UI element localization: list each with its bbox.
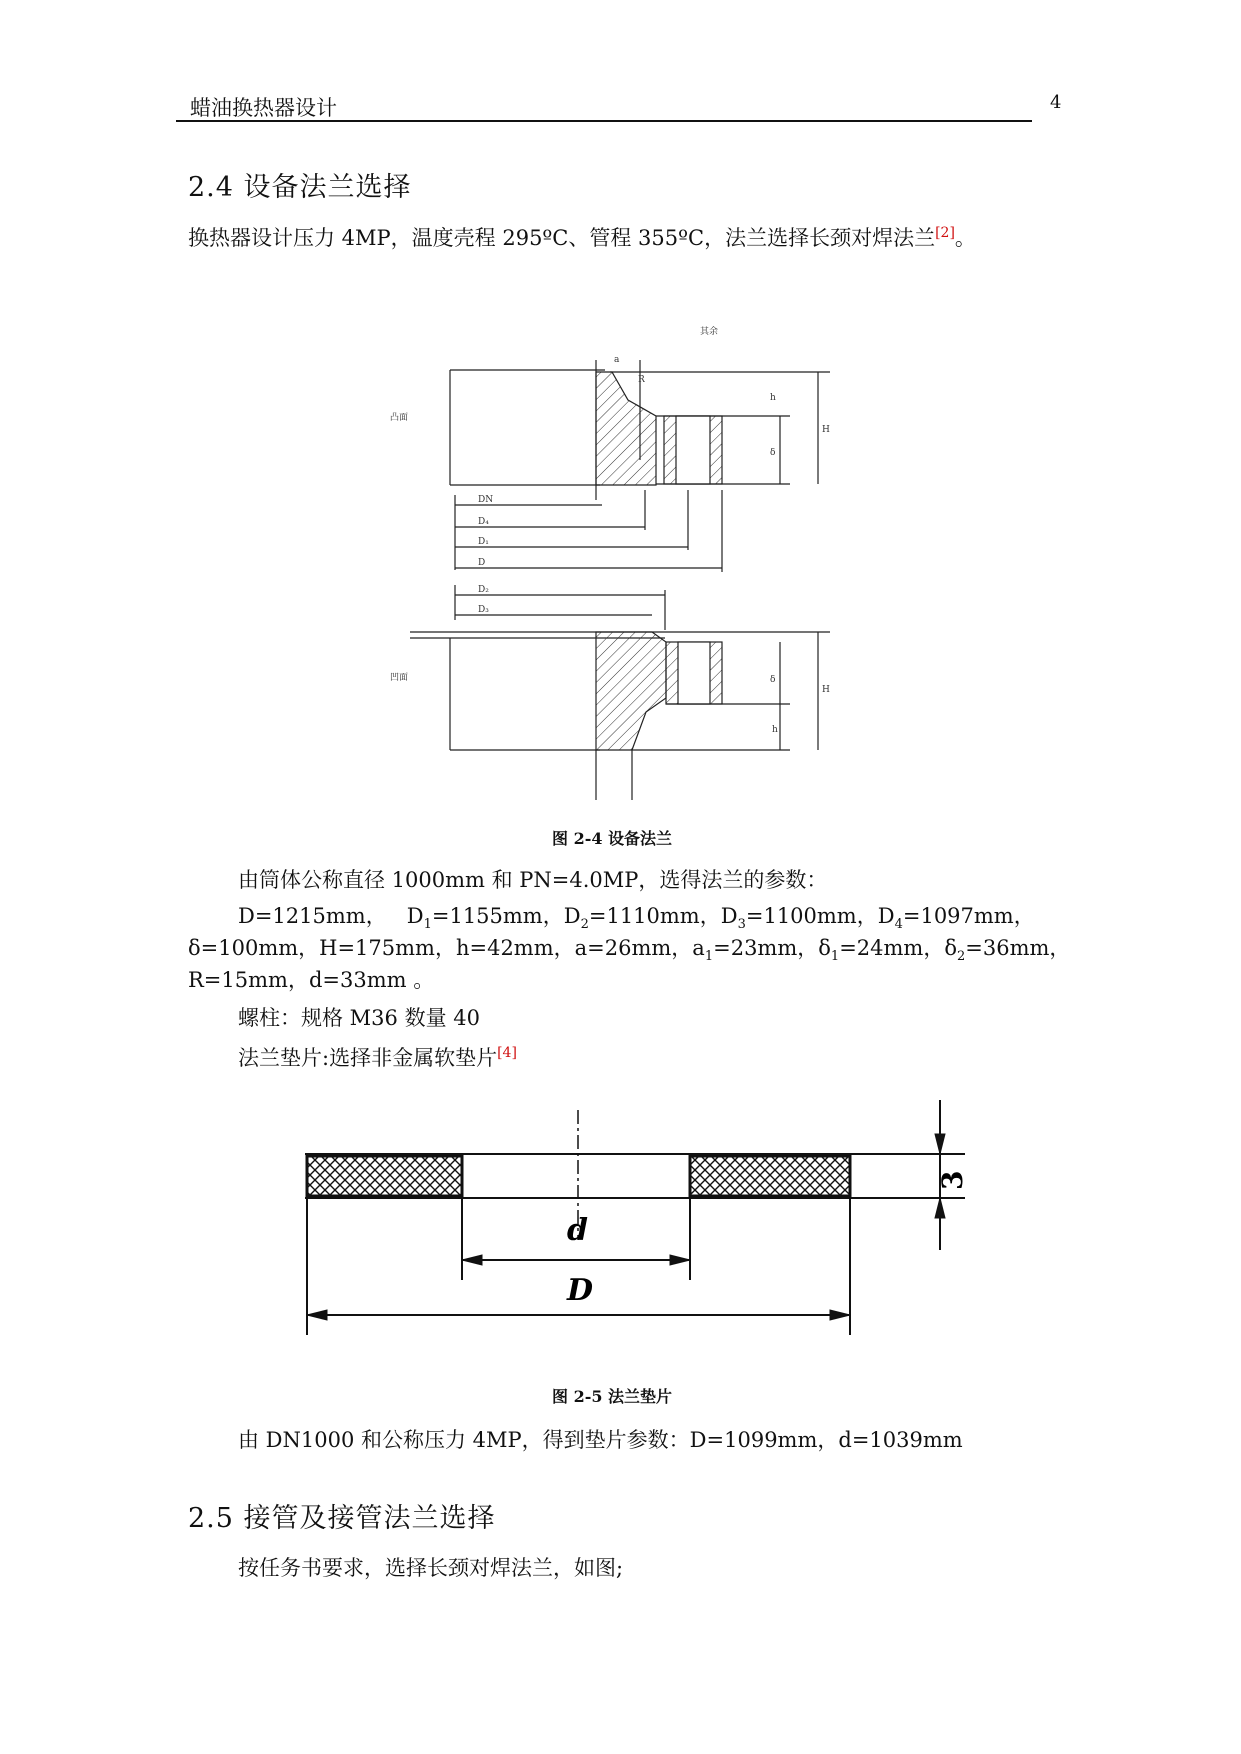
label-tumian: 凸面: [390, 413, 409, 423]
label-dn: DN: [478, 495, 494, 505]
gasket-drawing: [295, 1090, 975, 1350]
intro-paragraph: [188, 222, 976, 254]
gasket-params: 由 DN1000 和公称压力 4MP，得到垫片参数：D=1099mm，d=1039mm: [238, 1428, 963, 1452]
param-intro: 由筒体公称直径 1000mm 和 PN=4.0MP，选得法兰的参数：: [238, 868, 828, 892]
param-line-3: R=15mm，d=33mm 。: [188, 968, 435, 992]
label-h-bottom: h: [772, 725, 778, 735]
running-header-title: 蜡油换热器设计: [190, 96, 337, 120]
label-d3: D₃: [478, 605, 489, 615]
citation-ref[interactable]: [2]: [935, 225, 955, 241]
citation-ref-4[interactable]: [4]: [497, 1045, 517, 1061]
section-2-5-text: 按任务书要求，选择长颈对焊法兰，如图;: [238, 1556, 624, 1580]
figure-2-4-caption: 图 2-4 设备法兰: [552, 829, 673, 848]
label-H-bottom: H: [822, 685, 830, 695]
label-d: D: [478, 558, 486, 568]
gasket-selection: 法兰垫片:选择非金属软垫片[4]: [238, 1045, 517, 1070]
label-d4: D₄: [478, 517, 489, 527]
gasket-label-D: D: [567, 1273, 594, 1308]
intro-end: 。: [954, 226, 976, 250]
label-h: h: [770, 393, 776, 403]
label-delta-bottom: δ: [770, 675, 776, 685]
param-line-1: D=1215mm， $D_1=1155mm$，$D_2=1110mm$，$D_3=1100mm$，$D_4=1097mm$，: [238, 904, 1035, 933]
section-heading-2-4: 2.4 设备法兰选择: [188, 172, 412, 203]
param-line-2: δ=100mm，H=175mm，h=42mm，a=26mm，$a_1=23mm$，$\delta_1=24mm$，$\delta_2=36mm$，: [188, 936, 1071, 965]
header-rule: [176, 120, 1032, 122]
page-number: 4: [1050, 92, 1062, 113]
label-qiyu: 其余: [700, 327, 719, 337]
figure-2-5-caption: 图 2-5 法兰垫片: [552, 1387, 673, 1406]
flange-drawing: [370, 320, 850, 810]
bolt-spec: 螺柱：规格 M36 数量 40: [238, 1006, 480, 1030]
label-r: R: [638, 375, 645, 385]
intro-text: 换热器设计压力 4MP，温度壳程 295ºC、管程 355ºC，法兰选择长颈对焊法兰: [188, 226, 936, 250]
label-a: a: [614, 355, 620, 365]
gasket-label-d: d: [567, 1213, 588, 1248]
label-H-top: H: [822, 425, 830, 435]
gasket-label-thickness: 3: [936, 1170, 969, 1190]
label-delta: δ: [770, 448, 776, 458]
label-aomian: 凹面: [390, 673, 409, 683]
section-heading-2-5: 2.5 接管及接管法兰选择: [188, 1503, 496, 1534]
label-d1: D₁: [478, 537, 489, 547]
label-d2: D₂: [478, 585, 489, 595]
